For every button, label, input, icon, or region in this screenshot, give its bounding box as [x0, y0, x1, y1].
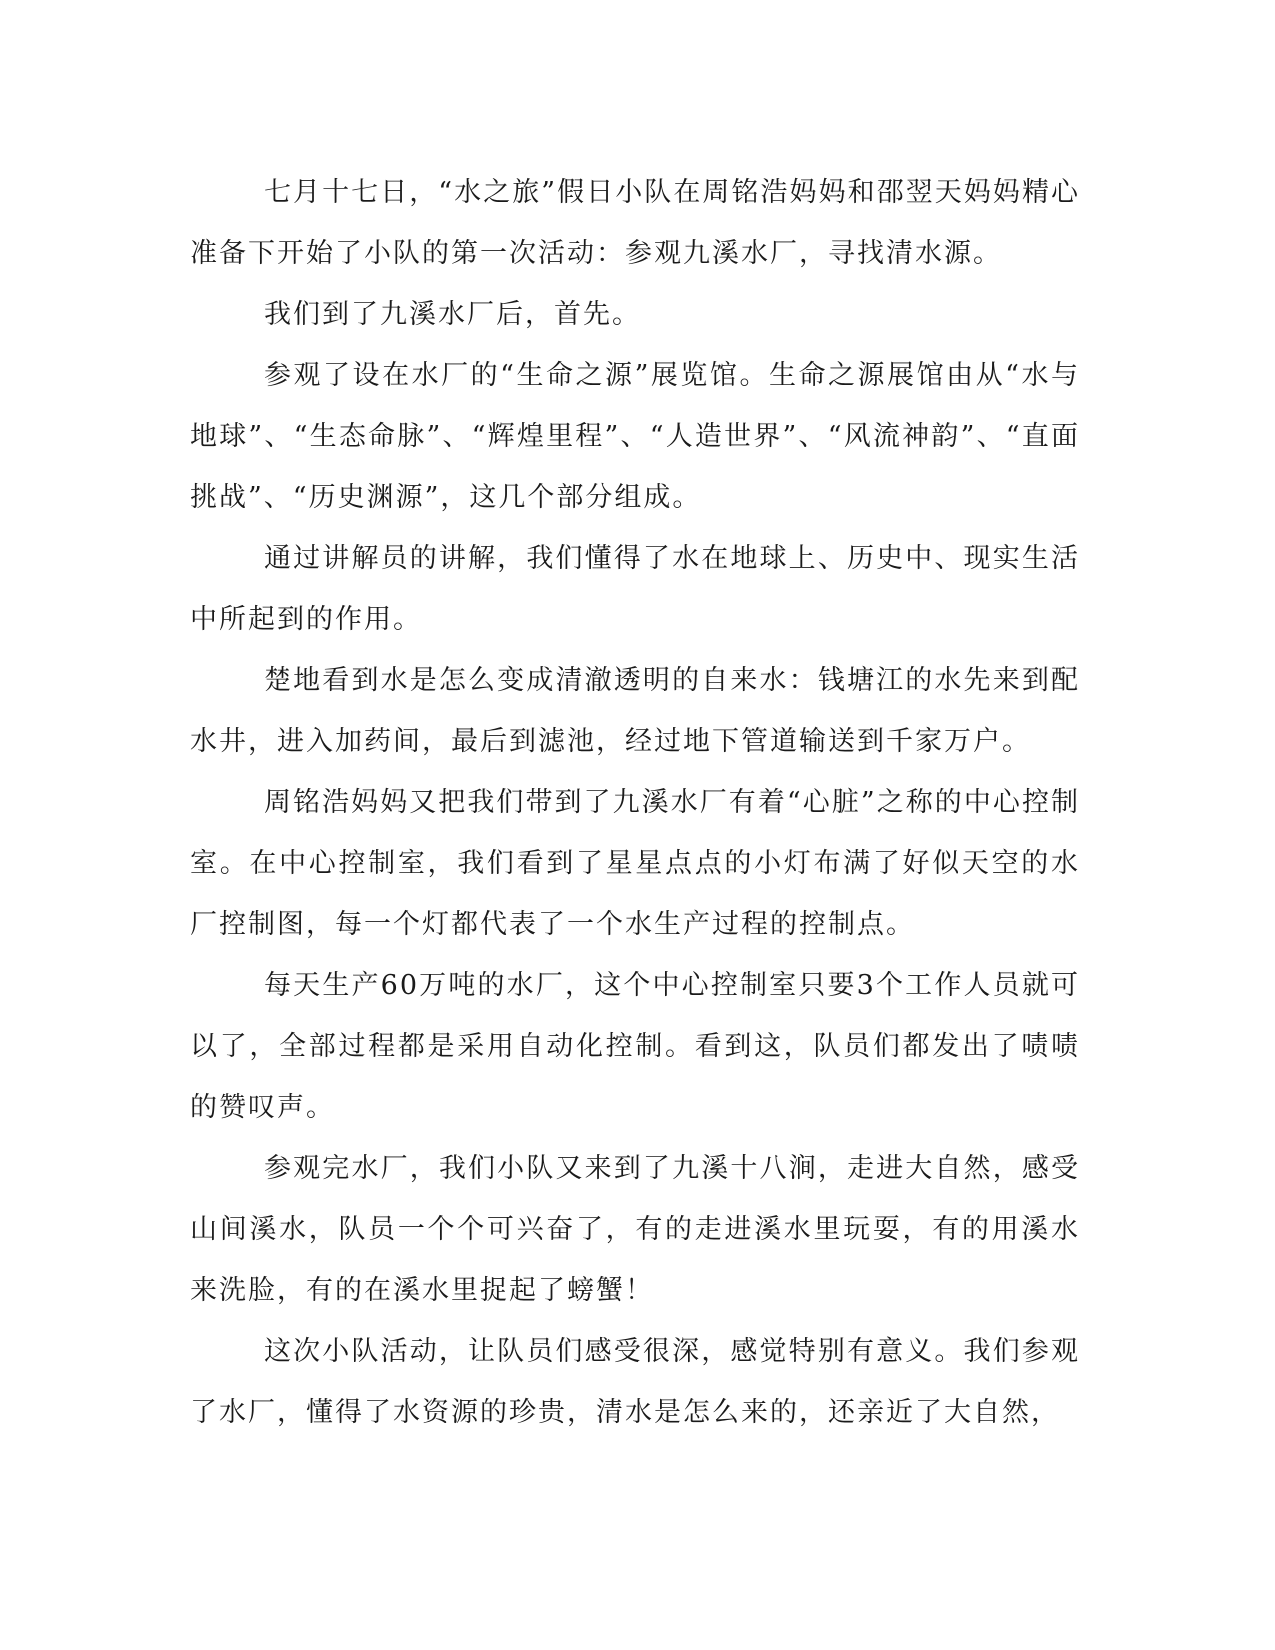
paragraph-5: 楚地看到水是怎么变成清澈透明的自来水：钱塘江的水先来到配水井，进入加药间，最后到滤池，经过地下管道输送到千家万户。	[190, 665, 1080, 757]
paragraph-2: 我们到了九溪水厂后，首先。	[264, 299, 641, 330]
paragraph-9: 这次小队活动，让队员们感受很深，感觉特别有意义。我们参观了水厂，懂得了水资源的珍贵，清水是怎么来的，还亲近了大自然，	[190, 1336, 1080, 1428]
paragraph-1: 七月十七日，“水之旅”假日小队在周铭浩妈妈和邵翌天妈妈精心准备下开始了小队的第一次活动：参观九溪水厂，寻找清水源。	[190, 177, 1080, 269]
paragraph-3: 参观了设在水厂的“生命之源”展览馆。生命之源展馆由从“水与地球”、“生态命脉”、“辉煌里程”、“人造世界”、“风流神韵”、“直面挑战”、“历史渊源”，这几个部分组成。	[190, 360, 1080, 513]
paragraph-6: 周铭浩妈妈又把我们带到了九溪水厂有着“心脏”之称的中心控制室。在中心控制室，我们看到了星星点点的小灯布满了好似天空的水厂控制图，每一个灯都代表了一个水生产过程的控制点。	[190, 787, 1080, 940]
paragraph-7: 每天生产60万吨的水厂，这个中心控制室只要3个工作人员就可以了，全部过程都是采用自动化控制。看到这，队员们都发出了啧啧的赞叹声。	[190, 970, 1080, 1123]
paragraph-8: 参观完水厂，我们小队又来到了九溪十八涧，走进大自然，感受山间溪水，队员一个个可兴奋了，有的走进溪水里玩耍，有的用溪水来洗脸，有的在溪水里捉起了螃蟹！	[190, 1153, 1080, 1306]
document-body	[190, 162, 1080, 1443]
paragraph-4: 通过讲解员的讲解，我们懂得了水在地球上、历史中、现实生活中所起到的作用。	[190, 543, 1080, 635]
